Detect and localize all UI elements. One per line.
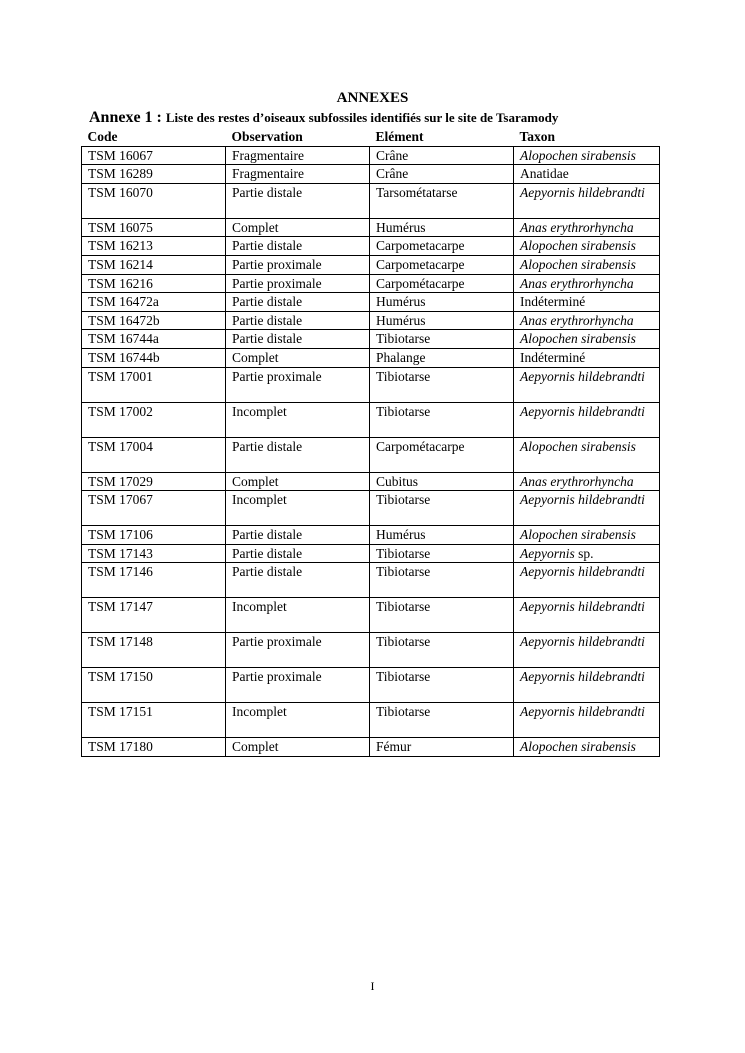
cell-observation: Fragmentaire	[226, 165, 370, 184]
cell-code: TSM 17029	[82, 472, 226, 491]
cell-code: TSM 16075	[82, 218, 226, 237]
cell-observation: Incomplet	[226, 491, 370, 526]
cell-code: TSM 17180	[82, 738, 226, 757]
taxon-name: Alopochen sirabensis	[520, 527, 636, 543]
table-body	[82, 146, 660, 756]
cell-element: Carpometacarpe	[370, 237, 514, 256]
table-row	[82, 472, 660, 491]
cell-code: TSM 16070	[82, 183, 226, 218]
header-observation: Observation	[226, 128, 370, 146]
table-row	[82, 165, 660, 184]
cell-code: TSM 16744a	[82, 330, 226, 349]
cell-observation: Partie distale	[226, 526, 370, 545]
caption-prefix: Annexe 1 :	[89, 109, 162, 126]
table-row	[82, 738, 660, 757]
cell-element: Carpometacarpe	[370, 255, 514, 274]
cell-taxon	[514, 526, 660, 545]
taxon-name: Alopochen sirabensis	[520, 331, 636, 347]
cell-element: Cubitus	[370, 472, 514, 491]
taxon-name: Alopochen sirabensis	[520, 256, 636, 272]
header-element: Elément	[370, 128, 514, 146]
taxon-name: Aepyornis hildebrandti	[520, 403, 645, 419]
cell-observation: Complet	[226, 218, 370, 237]
taxon-name: Aepyornis hildebrandti	[520, 634, 645, 650]
cell-element: Tibiotarse	[370, 633, 514, 668]
cell-taxon	[514, 165, 660, 184]
table-row	[82, 703, 660, 738]
cell-taxon	[514, 703, 660, 738]
cell-taxon	[514, 311, 660, 330]
cell-code: TSM 17148	[82, 633, 226, 668]
cell-taxon	[514, 330, 660, 349]
table-row	[82, 146, 660, 165]
cell-taxon	[514, 738, 660, 757]
table-row	[82, 402, 660, 437]
cell-code: TSM 17004	[82, 437, 226, 472]
table-row	[82, 668, 660, 703]
table-caption	[89, 108, 558, 128]
cell-element: Fémur	[370, 738, 514, 757]
table-row	[82, 348, 660, 367]
cell-element: Tibiotarse	[370, 330, 514, 349]
cell-element: Humérus	[370, 311, 514, 330]
taxon-name: Anas erythrorhyncha	[520, 275, 634, 291]
table-row	[82, 598, 660, 633]
cell-taxon	[514, 274, 660, 293]
table-row	[82, 633, 660, 668]
cell-element: Tibiotarse	[370, 668, 514, 703]
cell-observation: Incomplet	[226, 703, 370, 738]
cell-taxon	[514, 668, 660, 703]
cell-taxon	[514, 293, 660, 312]
taxon-name: Alopochen sirabensis	[520, 238, 636, 254]
cell-taxon	[514, 402, 660, 437]
cell-element: Tibiotarse	[370, 402, 514, 437]
taxon-suffix: sp.	[574, 545, 594, 561]
cell-observation: Partie proximale	[226, 255, 370, 274]
table-row	[82, 311, 660, 330]
cell-element: Tibiotarse	[370, 544, 514, 563]
caption-text: Liste des restes d’oiseaux subfossiles identifiés sur le site de Tsaramody	[165, 110, 559, 125]
cell-code: TSM 17067	[82, 491, 226, 526]
cell-taxon	[514, 563, 660, 598]
cell-element: Humérus	[370, 293, 514, 312]
taxon-name: Indéterminé	[520, 294, 586, 310]
cell-taxon	[514, 598, 660, 633]
cell-code: TSM 16744b	[82, 348, 226, 367]
cell-code: TSM 16216	[82, 274, 226, 293]
cell-element: Humérus	[370, 218, 514, 237]
cell-observation: Incomplet	[226, 598, 370, 633]
cell-element: Crâne	[370, 146, 514, 165]
cell-element: Tibiotarse	[370, 703, 514, 738]
table-row	[82, 274, 660, 293]
table-row	[82, 218, 660, 237]
cell-code: TSM 16472b	[82, 311, 226, 330]
cell-code: TSM 16472a	[82, 293, 226, 312]
taxon-name: Aepyornis	[520, 545, 575, 561]
cell-observation: Partie proximale	[226, 274, 370, 293]
cell-observation: Partie distale	[226, 437, 370, 472]
cell-observation: Partie proximale	[226, 367, 370, 402]
page-title: ANNEXES	[336, 90, 409, 106]
cell-code: TSM 16214	[82, 255, 226, 274]
cell-observation: Complet	[226, 738, 370, 757]
cell-taxon	[514, 146, 660, 165]
cell-code: TSM 17150	[82, 668, 226, 703]
cell-element: Phalange	[370, 348, 514, 367]
bird-remains-table	[81, 128, 660, 757]
taxon-name: Anatidae	[520, 166, 569, 182]
header-code: Code	[82, 128, 226, 146]
cell-element: Tibiotarse	[370, 598, 514, 633]
taxon-name: Alopochen sirabensis	[520, 147, 636, 163]
cell-code: TSM 17143	[82, 544, 226, 563]
cell-code: TSM 16289	[82, 165, 226, 184]
cell-code: TSM 17002	[82, 402, 226, 437]
table-header-row	[82, 128, 660, 146]
cell-code: TSM 17106	[82, 526, 226, 545]
taxon-name: Aepyornis hildebrandti	[520, 669, 645, 685]
table-row	[82, 544, 660, 563]
cell-taxon	[514, 491, 660, 526]
cell-code: TSM 17146	[82, 563, 226, 598]
table-row	[82, 491, 660, 526]
cell-observation: Partie distale	[226, 183, 370, 218]
taxon-name: Indéterminé	[520, 349, 586, 365]
table-row	[82, 526, 660, 545]
cell-observation: Partie distale	[226, 293, 370, 312]
taxon-name: Aepyornis hildebrandti	[520, 184, 645, 200]
header-taxon: Taxon	[514, 128, 660, 146]
taxon-name: Aepyornis hildebrandti	[520, 492, 645, 508]
cell-observation: Partie distale	[226, 237, 370, 256]
cell-observation: Partie distale	[226, 311, 370, 330]
cell-taxon	[514, 348, 660, 367]
cell-observation: Partie distale	[226, 330, 370, 349]
taxon-name: Anas erythrorhyncha	[520, 312, 634, 328]
cell-code: TSM 17001	[82, 367, 226, 402]
table-row	[82, 255, 660, 274]
taxon-name: Alopochen sirabensis	[520, 739, 636, 755]
taxon-name: Anas erythrorhyncha	[520, 473, 634, 489]
page-number: I	[370, 979, 375, 993]
cell-observation: Partie distale	[226, 544, 370, 563]
cell-taxon	[514, 437, 660, 472]
cell-element: Carpométacarpe	[370, 437, 514, 472]
cell-element: Carpométacarpe	[370, 274, 514, 293]
cell-observation: Incomplet	[226, 402, 370, 437]
cell-code: TSM 16067	[82, 146, 226, 165]
cell-code: TSM 17147	[82, 598, 226, 633]
taxon-name: Aepyornis hildebrandti	[520, 599, 645, 615]
cell-element: Tibiotarse	[370, 563, 514, 598]
taxon-name: Aepyornis hildebrandti	[520, 704, 645, 720]
taxon-name: Alopochen sirabensis	[520, 438, 636, 454]
cell-taxon	[514, 183, 660, 218]
cell-element: Tibiotarse	[370, 367, 514, 402]
table-row	[82, 563, 660, 598]
cell-taxon	[514, 544, 660, 563]
cell-element: Tarsométatarse	[370, 183, 514, 218]
cell-element: Crâne	[370, 165, 514, 184]
cell-observation: Partie proximale	[226, 668, 370, 703]
cell-taxon	[514, 218, 660, 237]
cell-observation: Complet	[226, 472, 370, 491]
table-row	[82, 330, 660, 349]
cell-element: Tibiotarse	[370, 491, 514, 526]
table-row	[82, 293, 660, 312]
cell-taxon	[514, 472, 660, 491]
cell-taxon	[514, 237, 660, 256]
table-row	[82, 367, 660, 402]
cell-code: TSM 17151	[82, 703, 226, 738]
table-row	[82, 183, 660, 218]
taxon-name: Aepyornis hildebrandti	[520, 368, 645, 384]
cell-code: TSM 16213	[82, 237, 226, 256]
cell-observation: Fragmentaire	[226, 146, 370, 165]
table-row	[82, 237, 660, 256]
cell-observation: Complet	[226, 348, 370, 367]
cell-taxon	[514, 255, 660, 274]
cell-observation: Partie distale	[226, 563, 370, 598]
cell-taxon	[514, 367, 660, 402]
cell-element: Humérus	[370, 526, 514, 545]
taxon-name: Aepyornis hildebrandti	[520, 564, 645, 580]
cell-taxon	[514, 633, 660, 668]
taxon-name: Anas erythrorhyncha	[520, 219, 634, 235]
table-row	[82, 437, 660, 472]
cell-observation: Partie proximale	[226, 633, 370, 668]
